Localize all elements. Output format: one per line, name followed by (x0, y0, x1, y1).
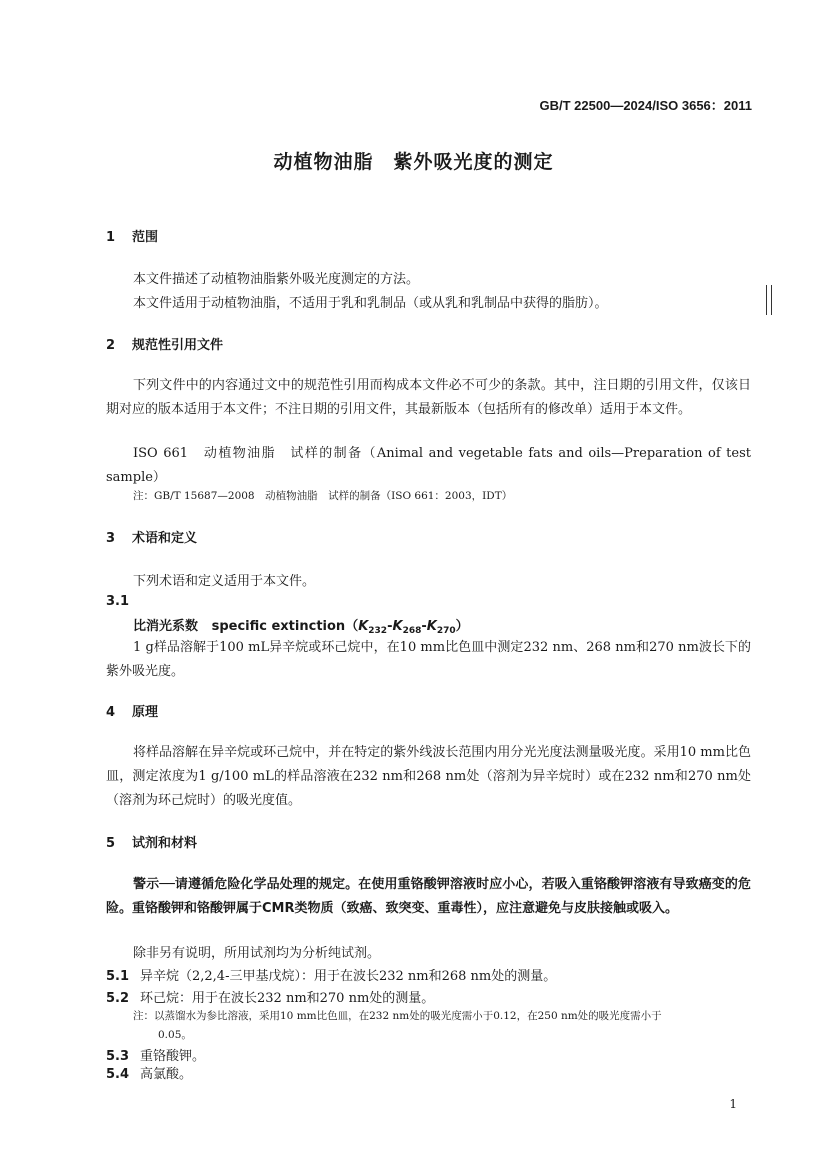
section-number: 3 (106, 531, 116, 546)
paragraph: 本文件适用于动植物油脂，不适用于乳和乳制品（或从乳和乳制品中获得的脂肪）。 (133, 296, 608, 311)
paragraph: 将样品溶解在异辛烷或环己烷中，并在特定的紫外线波长范围内用分光光度法测量吸光度。采用10 mm比色皿，测定浓度为1 g/100 mL的样品溶液在232 nm和268 nm处（溶剂为异辛烷时）或在232 nm和270 nm处（溶剂为环己烷时）的吸光度值。 (106, 745, 751, 808)
section-5-heading (106, 832, 197, 851)
normative-reference: ISO 661 动植物油脂 试样的制备（Animal and vegetable fats and oils—Preparation of test sample） (106, 446, 751, 485)
clause-5-4 (106, 1063, 192, 1082)
clause-number: 5.2 (106, 991, 130, 1006)
clause-text: 重铬酸钾。 (140, 1049, 206, 1064)
section-number: 5 (106, 836, 116, 851)
clause-text: 高氯酸。 (140, 1067, 193, 1082)
term-english: specific extinction (211, 619, 346, 634)
note-line: 0.05。 (158, 1029, 192, 1041)
section-title: 原理 (132, 705, 159, 720)
document-title: 动植物油脂 紫外吸光度的测定 (273, 151, 554, 173)
paragraph: 下列文件中的内容通过文中的规范性引用而构成本文件必不可少的条款。其中，注日期的引用文件，仅该日期对应的版本适用于本文件；不注日期的引用文件，其最新版本（包括所有的修改单）适用于本文件。 (106, 378, 751, 417)
section-title: 试剂和材料 (132, 836, 198, 851)
section-number: 2 (106, 338, 116, 353)
section-2-heading (106, 334, 223, 353)
clause-text: 异辛烷（2,2,4-三甲基戊烷）：用于在波长232 nm和268 nm处的测量。 (140, 969, 557, 984)
note-line: 注：以蒸馏水为参比溶液，采用10 mm比色皿，在232 nm处的吸光度需小于0.12，在250 nm处的吸光度需小于 (133, 1010, 662, 1022)
section-title: 术语和定义 (132, 531, 198, 546)
clause-number: 5.3 (106, 1049, 130, 1064)
standard-code: GB/T 22500—2024/ISO 3656：2011 (539, 98, 752, 113)
paragraph: 下列术语和定义适用于本文件。 (133, 574, 316, 589)
section-3-heading (106, 527, 197, 546)
section-1-heading (106, 226, 158, 245)
section-title: 规范性引用文件 (132, 338, 224, 353)
clause-number: 5.4 (106, 1067, 130, 1082)
warning-text: 警示──请遵循危险化学品处理的规定。在使用重铬酸钾溶液时应小心，若吸入重铬酸钾溶液有导致癌变的危险。重铬酸钾和铬酸钾属于CMR类物质（致癌、致突变、重毒性），应注意避免与皮肤接触或吸入。 (106, 877, 751, 916)
clause-5-1 (106, 965, 556, 984)
section-title: 范围 (132, 230, 159, 245)
section-number: 4 (106, 705, 116, 720)
page-number: 1 (729, 1097, 737, 1111)
paragraph: 除非另有说明，所用试剂均为分析纯试剂。 (133, 946, 381, 961)
section-number: 1 (106, 230, 116, 245)
clause-text: 环己烷：用于在波长232 nm和270 nm处的测量。 (140, 991, 435, 1006)
term-number: 3.1 (106, 594, 130, 609)
term-chinese: 比消光系数 (133, 619, 199, 634)
term-symbol: $(K_{232}-K_{268}-K_{270})$ (345, 619, 469, 636)
clause-number: 5.1 (106, 969, 130, 984)
paragraph: 本文件描述了动植物油脂紫外吸光度测定的方法。 (133, 272, 420, 287)
term-entry (133, 615, 469, 636)
section-4-heading (106, 701, 158, 720)
clause-5-2 (106, 987, 434, 1006)
term-definition: 1 g样品溶解于100 mL异辛烷或环己烷中，在10 mm比色皿中测定232 nm、268 nm和270 nm波长下的紫外吸光度。 (106, 640, 751, 679)
clause-5-3 (106, 1045, 205, 1064)
change-bar-marker (766, 285, 772, 315)
note: 注：GB/T 15687—2008 动植物油脂 试样的制备（ISO 661：2003，IDT） (133, 490, 513, 502)
